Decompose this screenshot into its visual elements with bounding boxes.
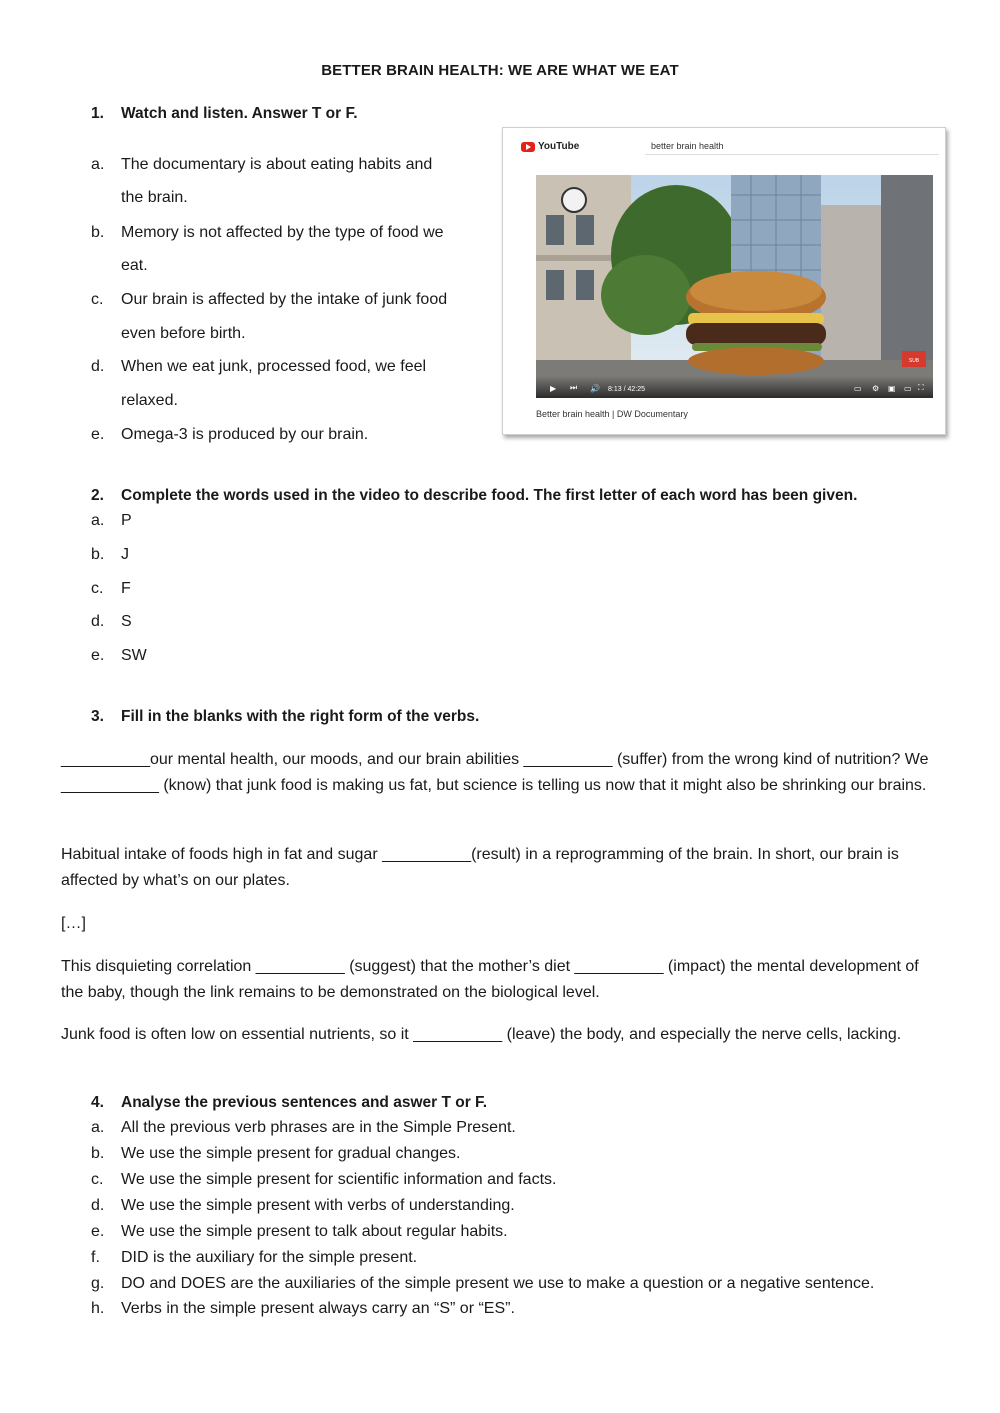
- video-time: 8:13 / 42:25: [608, 386, 645, 393]
- youtube-search-box: better brain health: [645, 138, 939, 155]
- q3-paragraph-2: Habitual intake of foods high in fat and sugar __________(result) in a reprogramming of the brain. In short, our brain is affected by what’s on our plates.: [61, 846, 899, 889]
- q1-item-a: [91, 156, 432, 174]
- video-screenshot: [502, 127, 946, 435]
- item-letter: d.: [91, 613, 105, 630]
- video-caption: Better brain health | DW Documentary: [536, 409, 688, 419]
- item-text: DO and DOES are the auxiliaries of the simple present we use to make a question or a negative sentence.: [121, 1275, 875, 1292]
- item-text: F: [121, 580, 131, 597]
- gear-icon: ⚙: [872, 384, 880, 393]
- item-letter: b.: [91, 224, 105, 241]
- worksheet-title: BETTER BRAIN HEALTH: WE ARE WHAT WE EAT: [321, 62, 679, 79]
- q3-paragraph-3: […]: [61, 915, 86, 932]
- item-text: Omega-3 is produced by our brain.: [121, 426, 369, 443]
- q2-item-b: [91, 546, 129, 564]
- item-text: DID is the auxiliary for the simple present.: [121, 1249, 418, 1266]
- subscribe-badge: SUB: [908, 358, 920, 364]
- q4-item-f: [91, 1249, 417, 1267]
- item-letter: c.: [91, 291, 104, 308]
- q4-item-e: [91, 1223, 508, 1241]
- item-letter: c.: [91, 1171, 104, 1188]
- q2-heading-text: Complete the words used in the video to describe food. The first letter of each word has been given.: [121, 487, 858, 504]
- theater-icon: ▭: [904, 384, 912, 393]
- q3-paragraph-1: __________our mental health, our moods, and our brain abilities __________ (suffer) from the wrong kind of nutrition? We ___________ (know) that junk food is making us fat, but science is telling us now that it might also be shrinking our brains.: [61, 751, 929, 794]
- q4-heading-text: Analyse the previous sentences and aswer T or F.: [121, 1094, 488, 1111]
- q1-heading: [91, 105, 358, 123]
- youtube-logo: [521, 141, 579, 152]
- item-letter: e.: [91, 1223, 105, 1240]
- video-controls: [536, 376, 933, 398]
- item-letter: d.: [91, 1197, 105, 1214]
- q1-item-c-cont: even before birth.: [121, 325, 246, 342]
- burger-image: [686, 271, 826, 375]
- q2-item-c: [91, 580, 131, 598]
- item-text: Our brain is affected by the intake of junk food: [121, 291, 448, 308]
- item-text: We use the simple present to talk about regular habits.: [121, 1223, 508, 1240]
- item-letter: b.: [91, 546, 105, 563]
- q1-item-a-cont: the brain.: [121, 189, 188, 206]
- item-text: We use the simple present with verbs of understanding.: [121, 1197, 515, 1214]
- q1-item-b: [91, 224, 444, 242]
- video-scene: [536, 175, 933, 398]
- q1-number: 1.: [91, 105, 104, 122]
- q4-item-g: [91, 1275, 874, 1293]
- q2-item-a: [91, 512, 132, 530]
- q4-heading: [91, 1094, 487, 1112]
- q3-heading-text: Fill in the blanks with the right form of the verbs.: [121, 708, 480, 725]
- video-frame: [536, 175, 933, 398]
- captions-icon: ▭: [854, 384, 862, 393]
- q2-heading: [91, 487, 857, 505]
- q3-paragraph-5: Junk food is often low on essential nutrients, so it __________ (leave) the body, and especially the nerve cells, lacking.: [61, 1026, 902, 1043]
- item-text: SW: [121, 647, 147, 664]
- q4-item-h: [91, 1300, 515, 1318]
- item-text: The documentary is about eating habits and: [121, 156, 433, 173]
- item-text: We use the simple present for gradual changes.: [121, 1145, 461, 1162]
- play-icon: ▶: [550, 384, 557, 393]
- item-letter: e.: [91, 647, 105, 664]
- q2-number: 2.: [91, 487, 104, 504]
- item-text: Verbs in the simple present always carry an “S” or “ES”.: [121, 1300, 515, 1317]
- fullscreen-icon: ⛶: [918, 383, 924, 392]
- item-letter: g.: [91, 1275, 105, 1292]
- q4-number: 4.: [91, 1094, 104, 1111]
- q1-item-d: [91, 358, 426, 376]
- item-letter: a.: [91, 156, 105, 173]
- item-letter: e.: [91, 426, 105, 443]
- item-text: All the previous verb phrases are in the Simple Present.: [121, 1119, 516, 1136]
- item-text: S: [121, 613, 132, 630]
- dw-logo-icon: [562, 188, 586, 212]
- q3-paragraph-4: This disquieting correlation __________ (suggest) that the mother’s diet __________ (impact) the mental development of the baby, though the link remains to be demonstrated on the biological level.: [61, 958, 919, 1001]
- item-text: J: [121, 546, 129, 563]
- q3-heading: [91, 708, 479, 726]
- youtube-play-icon: [521, 142, 535, 152]
- q3-number: 3.: [91, 708, 104, 725]
- q1-item-c: [91, 291, 447, 309]
- q4-item-b: [91, 1145, 460, 1163]
- miniplayer-icon: ▣: [888, 384, 896, 393]
- item-text: When we eat junk, processed food, we feel: [121, 358, 427, 375]
- q1-item-b-cont: eat.: [121, 257, 148, 274]
- q4-item-a: [91, 1119, 516, 1137]
- item-text: Memory is not affected by the type of food we: [121, 224, 444, 241]
- item-letter: c.: [91, 580, 104, 597]
- q1-item-d-cont: relaxed.: [121, 392, 178, 409]
- q2-item-e: [91, 647, 147, 665]
- volume-icon: 🔊: [590, 384, 600, 393]
- item-text: We use the simple present for scientific information and facts.: [121, 1171, 557, 1188]
- item-text: P: [121, 512, 132, 529]
- q1-item-e: [91, 426, 368, 444]
- q4-item-d: [91, 1197, 515, 1215]
- item-letter: d.: [91, 358, 105, 375]
- q4-item-c: [91, 1171, 556, 1189]
- item-letter: f.: [91, 1249, 100, 1266]
- item-letter: b.: [91, 1145, 105, 1162]
- item-letter: a.: [91, 512, 105, 529]
- q2-item-d: [91, 613, 132, 631]
- next-icon: ⏭: [570, 383, 578, 392]
- youtube-logo-text: YouTube: [538, 141, 580, 152]
- q1-heading-text: Watch and listen. Answer T or F.: [121, 105, 358, 122]
- item-letter: h.: [91, 1300, 105, 1317]
- item-letter: a.: [91, 1119, 105, 1136]
